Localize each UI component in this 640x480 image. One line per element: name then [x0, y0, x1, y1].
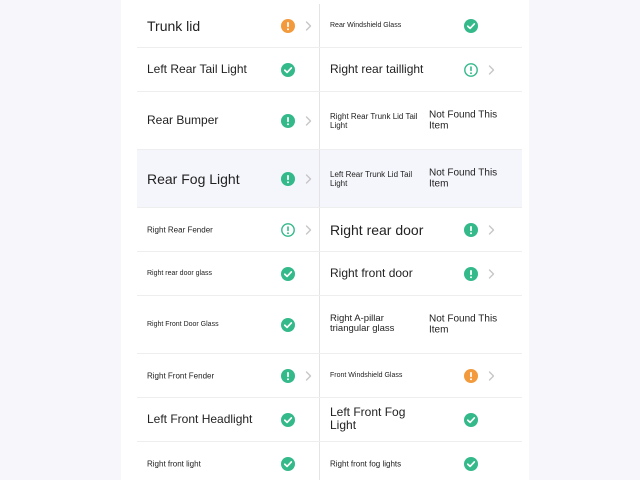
chevron-right-icon [488, 269, 495, 279]
check-circle-icon [281, 457, 295, 471]
exclamation-circle-icon [281, 369, 295, 383]
chevron-right-icon [488, 371, 495, 381]
item-label: Right Rear Trunk Lid Tail Light [330, 111, 418, 130]
item-label: Front Windshield Glass [330, 371, 403, 379]
warning-circle-icon [281, 19, 295, 33]
inspection-item-right-front-fog-lights [320, 442, 503, 480]
item-label: Right A-pillar triangular glass [330, 312, 395, 335]
item-label: Right Rear Fender [147, 224, 213, 234]
item-label: Rear Windshield Glass [330, 21, 402, 29]
table-row [137, 252, 522, 296]
inspection-item-right-front-door[interactable] [320, 252, 503, 295]
item-label: Rear Fog Light [147, 170, 240, 187]
inspection-item-trunk-lid[interactable] [137, 4, 320, 47]
inspection-item-rear-windshield-glass [320, 4, 503, 47]
warning-circle-icon [464, 369, 478, 383]
check-circle-icon [464, 413, 478, 427]
inspection-item-right-front-fender[interactable] [137, 354, 320, 397]
inspection-item-left-front-fog-light [320, 398, 503, 441]
inspection-item-right-rear-trunk-lid-tail-light [320, 92, 503, 149]
inspection-item-left-front-headlight [137, 398, 320, 441]
check-circle-icon [281, 413, 295, 427]
not-found-text: Not Found This Item [429, 167, 498, 190]
table-row [137, 442, 522, 480]
chevron-right-icon [305, 21, 312, 31]
check-circle-icon [281, 63, 295, 77]
item-label: Right rear taillight [330, 61, 424, 76]
chevron-right-icon [305, 174, 312, 184]
table-row [137, 296, 522, 354]
table-row [137, 208, 522, 252]
chevron-right-icon [305, 371, 312, 381]
inspection-item-right-front-light [137, 442, 320, 480]
inspection-item-rear-bumper[interactable] [137, 92, 320, 149]
chevron-right-icon [488, 65, 495, 75]
item-label: Left Front Fog Light [330, 404, 406, 433]
chevron-right-icon [305, 225, 312, 235]
inspection-item-right-rear-fender[interactable] [137, 208, 320, 251]
not-found-text: Not Found This Item [429, 109, 498, 132]
inspection-item-right-rear-door-glass [137, 252, 320, 295]
item-label: Trunk lid [147, 17, 201, 34]
chevron-right-icon [305, 116, 312, 126]
item-label: Right rear door glass [147, 269, 212, 277]
item-label: Right front door [330, 265, 413, 280]
exclamation-circle-icon [281, 114, 295, 128]
table-row [137, 92, 522, 150]
exclamation-outline-icon [464, 63, 478, 77]
inspection-sheet [121, 0, 529, 480]
not-found-text: Not Found This Item [429, 313, 498, 336]
table-row [137, 398, 522, 442]
table-row [137, 48, 522, 92]
exclamation-circle-icon [464, 223, 478, 237]
item-label: Right rear door [330, 221, 424, 238]
item-label: Right Front Door Glass [147, 320, 219, 328]
exclamation-outline-icon [281, 223, 295, 237]
inspection-item-left-rear-trunk-lid-tail-light [320, 150, 503, 207]
chevron-right-icon [488, 225, 495, 235]
check-circle-icon [281, 318, 295, 332]
inspection-item-front-windshield-glass[interactable] [320, 354, 503, 397]
inspection-item-left-rear-tail-light [137, 48, 320, 91]
inspection-item-right-front-door-glass [137, 296, 320, 353]
item-label: Right Front Fender [147, 370, 215, 380]
item-label: Rear Bumper [147, 112, 219, 127]
table-row [137, 150, 522, 208]
inspection-grid [137, 4, 522, 480]
item-label: Right front fog lights [330, 458, 402, 468]
inspection-item-rear-fog-light[interactable] [137, 150, 320, 207]
check-circle-icon [464, 19, 478, 33]
check-circle-icon [464, 457, 478, 471]
item-label: Right front light [147, 458, 201, 468]
exclamation-circle-icon [281, 172, 295, 186]
inspection-item-right-rear-taillight[interactable] [320, 48, 503, 91]
table-row [137, 4, 522, 48]
item-label: Left Rear Tail Light [147, 61, 247, 76]
item-label: Left Rear Trunk Lid Tail Light [330, 169, 413, 188]
table-row [137, 354, 522, 398]
item-label: Left Front Headlight [147, 411, 253, 426]
exclamation-circle-icon [464, 267, 478, 281]
inspection-item-right-a-pillar-triangular-glass [320, 296, 503, 353]
inspection-item-right-rear-door[interactable] [320, 208, 503, 251]
check-circle-icon [281, 267, 295, 281]
